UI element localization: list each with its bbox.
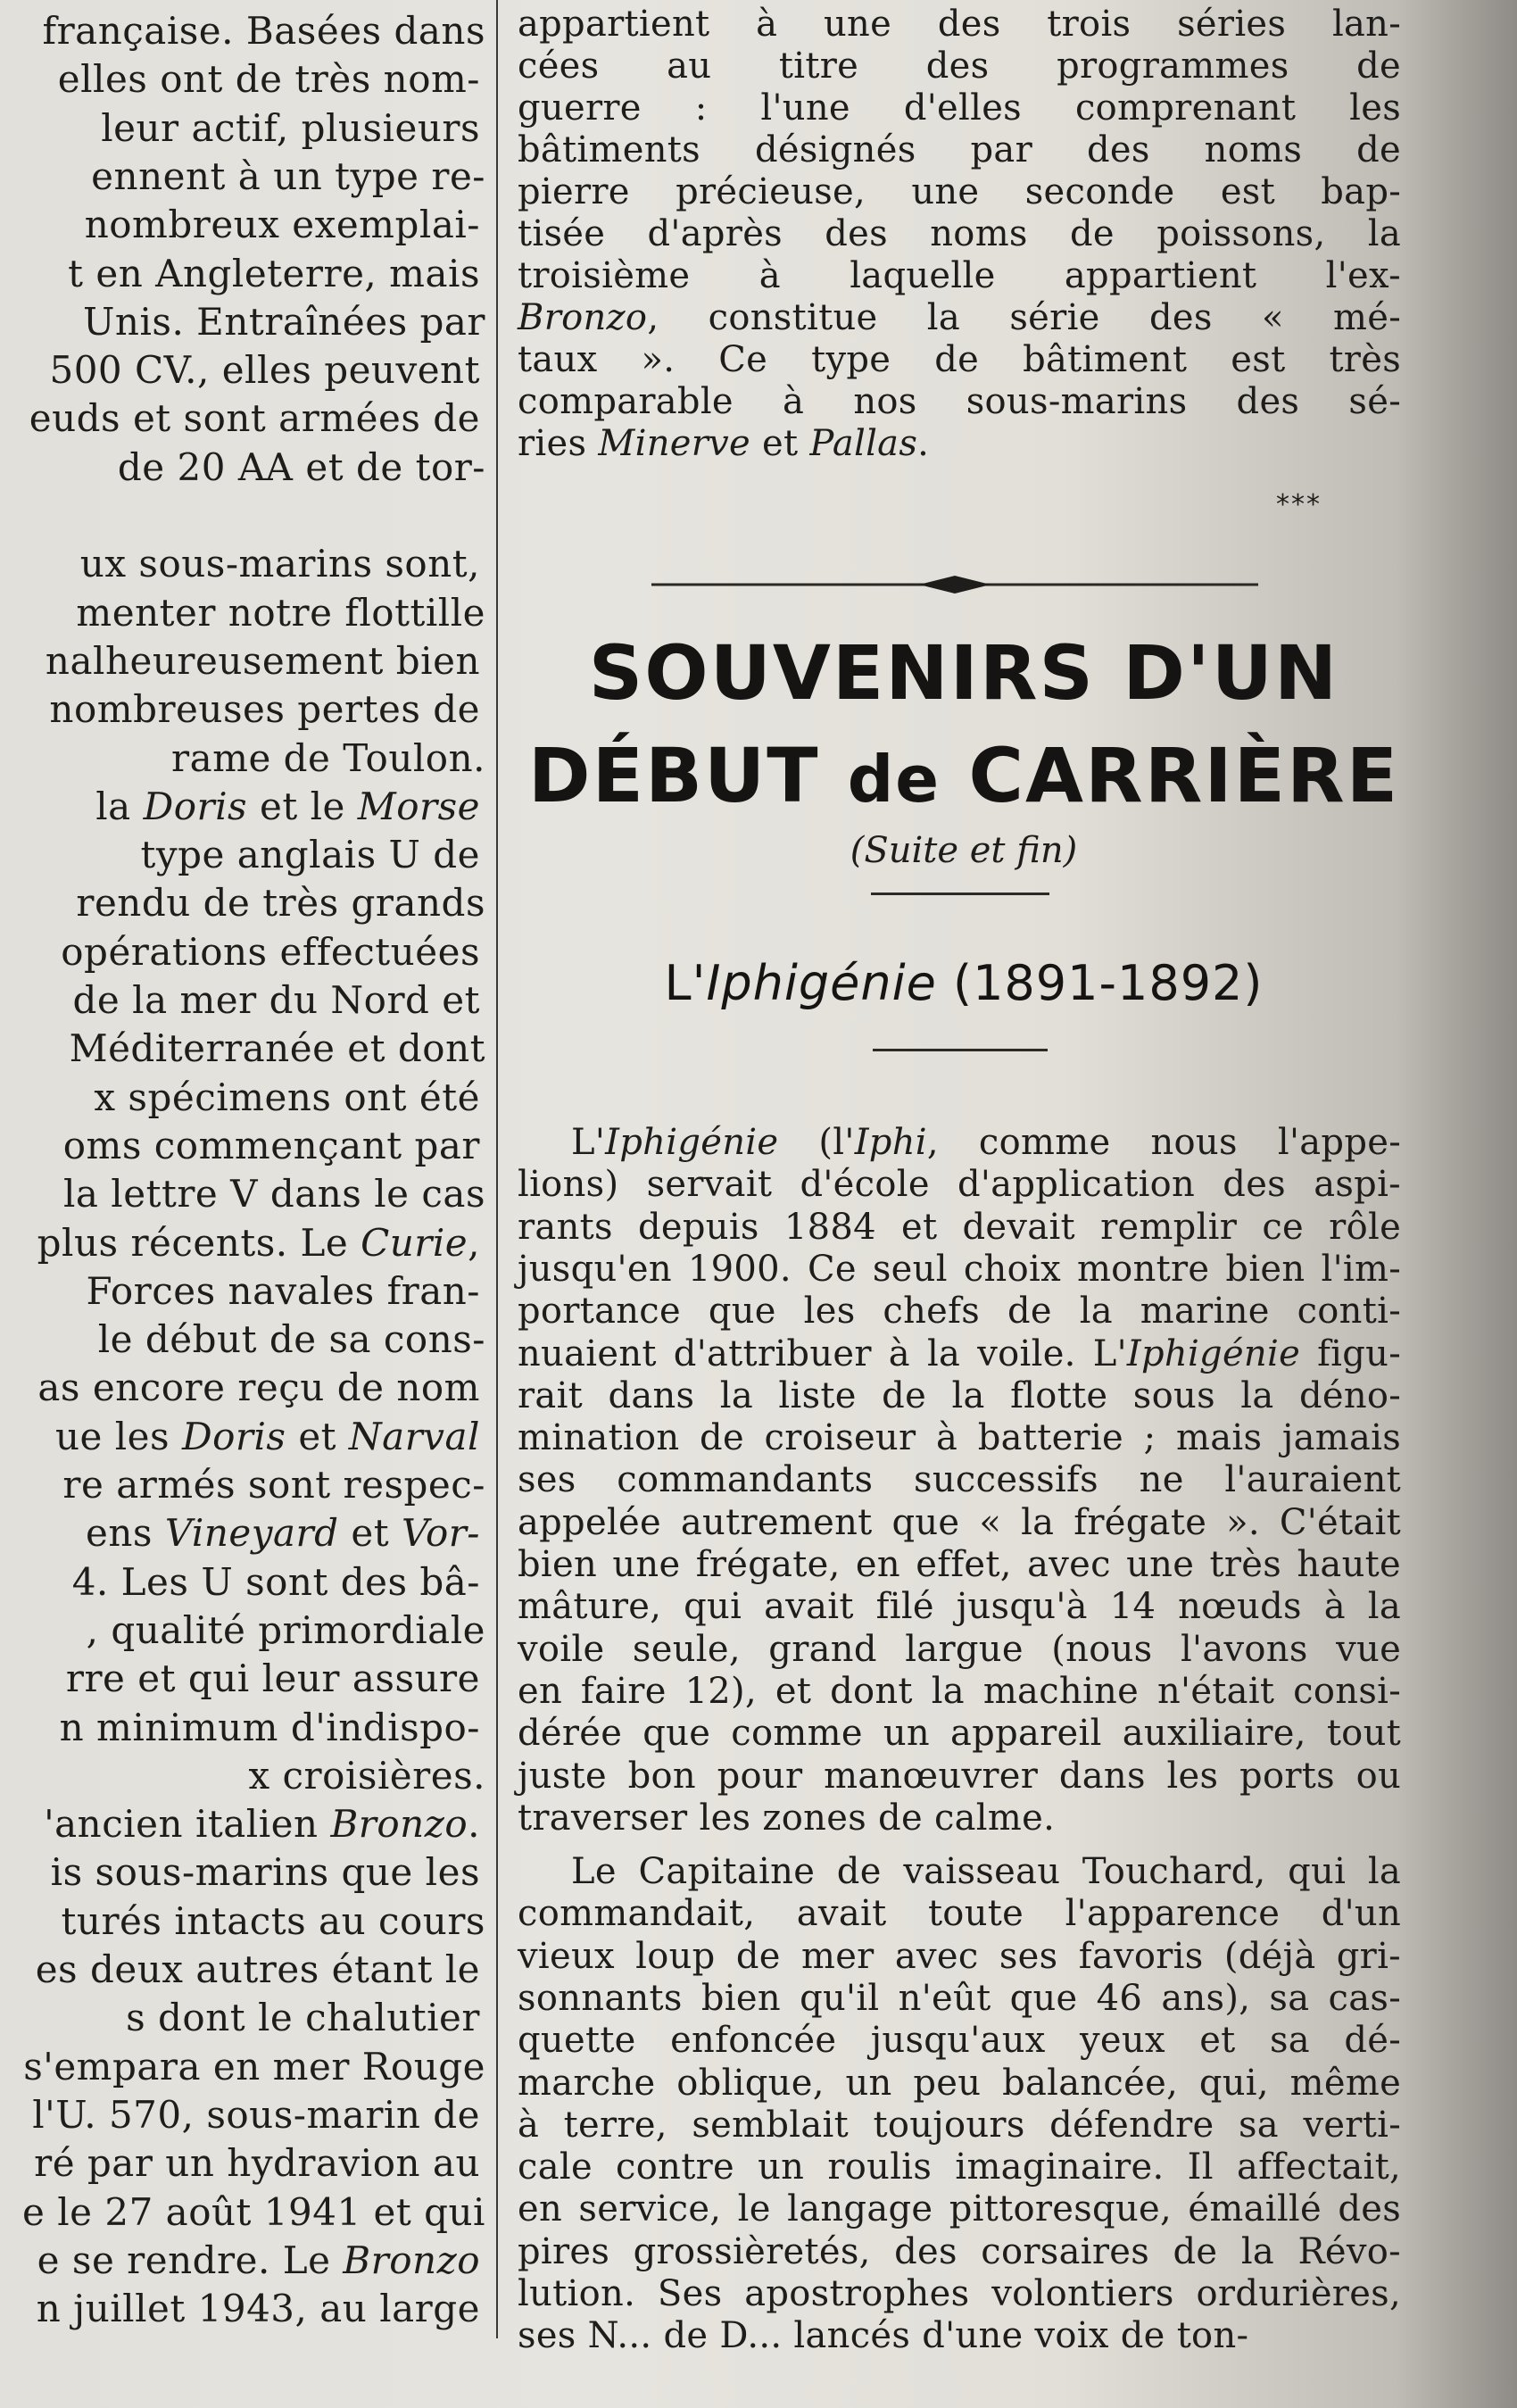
body-para-1-line: rants depuis 1884 et devait remplir ce rôle — [518, 1206, 1402, 1248]
body-para-1-line: rait dans la liste de la flotte sous la déno- — [518, 1374, 1402, 1416]
left-column-line: n minimum d'indispo- — [59, 1705, 480, 1749]
section-heading — [518, 955, 1410, 1011]
left-column-line: 500 CV., elles peuvent — [49, 348, 480, 393]
body-para-1-line: appelée autrement que « la frégate ». C'était — [518, 1501, 1402, 1543]
left-column-line: es deux autres étant le — [35, 1947, 480, 1991]
body-para-2-line: lution. Ses apostrophes volontiers ordurières, — [518, 2273, 1402, 2314]
left-column-line: ré par un hydravion au — [34, 2141, 480, 2186]
left-column-line: elles ont de très nom- — [57, 57, 480, 102]
body-para-1-line: lions) servait d'école d'application des aspi- — [518, 1164, 1401, 1206]
body-para-2-line: à terre, semblait toujours défendre sa verti- — [518, 2104, 1402, 2146]
left-column-line: plus récents. Le Curie, — [37, 1220, 480, 1265]
left-column-line: nombreuses pertes de — [49, 687, 480, 732]
left-column-line: rendu de très grands — [76, 881, 485, 926]
body-para-1-line: voile seule, grand largue (nous l'avons vue — [518, 1628, 1402, 1670]
right-top-line: appartient à une des trois séries lan- — [518, 4, 1402, 45]
left-column-line: 4. Les U sont des bâ- — [71, 1559, 480, 1604]
left-column-line: ennent à un type re- — [91, 154, 485, 198]
left-column-line: la Doris et le Morse — [95, 784, 480, 828]
body-para-2-line: Le Capitaine de vaisseau Touchard, qui la — [571, 1851, 1402, 1892]
left-column-line: euds et sont armées de — [29, 396, 480, 441]
left-column-line: x croisières. — [248, 1753, 485, 1798]
left-column-line: de 20 AA et de tor- — [117, 444, 485, 489]
title-part-de: de — [847, 742, 941, 817]
title-part-carriere: CARRIÈRE — [941, 732, 1400, 819]
left-column-line: Méditerranée et dont — [69, 1026, 485, 1071]
body-para-1-line: en faire 12), et dont la machine n'était consi- — [518, 1670, 1402, 1712]
heading-years: (1891-1892) — [936, 955, 1264, 1011]
body-para-2-line: sonnants bien qu'il n'eût que 46 ans), sa cas- — [518, 1977, 1402, 2019]
body-para-2-line: quette enfoncée jusqu'aux yeux et sa dé- — [518, 2020, 1402, 2062]
body-para-2-line: vieux loup de mer avec ses favoris (déjà gri- — [518, 1935, 1401, 1977]
left-column-line: le début de sa cons- — [97, 1317, 485, 1362]
left-column-line: ens Vineyard et Vor- — [86, 1511, 480, 1556]
body-para-2-line: commandait, avait toute l'apparence d'un — [518, 1893, 1402, 1935]
column-divider — [496, 0, 498, 2338]
left-column-line: is sous-marins que les — [50, 1850, 480, 1895]
left-column-line: turés intacts au cours — [61, 1898, 485, 1943]
left-column-line: nalheureusement bien — [45, 638, 480, 683]
left-column-line: de la mer du Nord et — [72, 978, 480, 1022]
right-top-line: bâtiments désignés par des noms de — [518, 129, 1402, 170]
body-para-2-line: en service, le langage pittoresque, émaillé des — [518, 2188, 1402, 2230]
left-column-line: oms commençant par — [62, 1123, 480, 1167]
left-column-line: e le 27 août 1941 et qui — [21, 2189, 485, 2234]
body-para-1-line: juste bon pour manœuvrer dans les ports ou — [518, 1755, 1402, 1797]
left-column-line: s'empara en mer Rouge — [23, 2044, 485, 2088]
left-column-line: la lettre V dans le cas — [62, 1172, 485, 1216]
body-para-1-line: mâture, qui avait filé jusqu'à 14 nœuds à la — [518, 1586, 1401, 1628]
section-stars: *** — [1276, 489, 1322, 520]
subtitle-rule — [871, 893, 1049, 895]
right-top-line: Bronzo, constitue la série des « mé- — [518, 297, 1402, 338]
right-top-line: troisième à laquelle appartient l'ex- — [518, 255, 1401, 296]
left-column-line: s dont le chalutier — [126, 1996, 480, 2040]
left-column-line: nombreux exemplai- — [84, 203, 480, 247]
left-column-line: l'U. 570, sous-marin de — [32, 2092, 480, 2137]
body-para-2-line: pires grossièretés, des corsaires de la Révo- — [518, 2230, 1401, 2272]
heading-rule — [873, 1049, 1048, 1051]
ornamental-rule — [651, 571, 1258, 598]
body-para-1-line: mination de croiseur à batterie ; mais jamais — [518, 1417, 1402, 1459]
left-column-line: n juillet 1943, au large — [36, 2287, 480, 2331]
body-para-1-line: portance que les chefs de la marine conti- — [518, 1291, 1402, 1333]
left-column-line: opérations effectuées — [61, 929, 480, 974]
left-column-line: leur actif, plusieurs — [101, 105, 480, 150]
left-column-line: ue les Doris et Narval — [54, 1414, 480, 1458]
left-column-line: re armés sont respec- — [62, 1463, 485, 1507]
right-top-line: pierre précieuse, une seconde est bap- — [518, 171, 1402, 212]
right-top-line: taux ». Ce type de bâtiment est très — [518, 339, 1402, 380]
left-column-line: as encore reçu de nom — [37, 1366, 480, 1410]
body-para-1-line: dérée que comme un appareil auxiliaire, tout — [518, 1713, 1402, 1755]
left-column-line: Unis. Entraînées par — [83, 299, 485, 344]
article-subtitle: (Suite et fin) — [850, 830, 1078, 871]
left-column-line: t en Angleterre, mais — [68, 251, 480, 295]
left-column-line: x spécimens ont été — [94, 1075, 480, 1119]
right-top-line: guerre : l'une d'elles comprenant les — [518, 87, 1402, 129]
right-top-line: comparable à nos sous-marins des sé- — [518, 381, 1402, 422]
title-part-debut: DÉBUT — [527, 732, 848, 819]
right-top-line: cées au titre des programmes de — [518, 46, 1402, 87]
body-para-1-line: traverser les zones de calme. — [518, 1797, 1056, 1839]
right-top-line: tisée d'après des noms de poissons, la — [518, 213, 1402, 254]
article-title-line-1: SOUVENIRS D'UN — [588, 629, 1339, 717]
left-column-line: française. Basées dans — [42, 9, 485, 53]
body-para-2-line: cale contre un roulis imaginaire. Il affectait, — [518, 2146, 1402, 2188]
body-para-1-line: jusqu'en 1900. Ce seul choix montre bien l'im- — [518, 1248, 1402, 1290]
body-para-1-line: L'Iphigénie (l'Iphi, comme nous l'appe- — [571, 1122, 1402, 1163]
right-top-line: ries Minerve et Pallas. — [518, 423, 930, 464]
left-column-line: Forces navales fran- — [86, 1268, 480, 1313]
left-column-line: ux sous-marins sont, — [79, 542, 480, 586]
body-para-2-line: marche oblique, un peu balancée, qui, même — [518, 2062, 1402, 2104]
left-column-line: rre et qui leur assure — [65, 1657, 480, 1701]
left-column-line: rame de Toulon. — [171, 735, 485, 780]
left-column-line: 'ancien italien Bronzo. — [44, 1802, 480, 1847]
body-para-1-line: ses commandants successifs ne l'auraient — [518, 1459, 1402, 1501]
body-para-1-line: bien une frégate, en effet, avec une très haute — [518, 1544, 1401, 1585]
body-para-2-line: ses N... de D... lancés d'une voix de ton- — [518, 2315, 1249, 2357]
article-title-line-2 — [518, 732, 1410, 819]
heading-prefix: L' — [664, 955, 707, 1011]
heading-ship-name: Iphigénie — [706, 955, 937, 1011]
left-column-line: e se rendre. Le Bronzo — [37, 2238, 480, 2282]
body-para-1-line: nuaient d'attribuer à la voile. L'Iphigénie figu- — [518, 1333, 1402, 1374]
left-column-line: menter notre flottille — [76, 590, 485, 635]
left-column-line: type anglais U de — [140, 833, 480, 877]
left-column-line: , qualité primordiale — [86, 1607, 485, 1652]
